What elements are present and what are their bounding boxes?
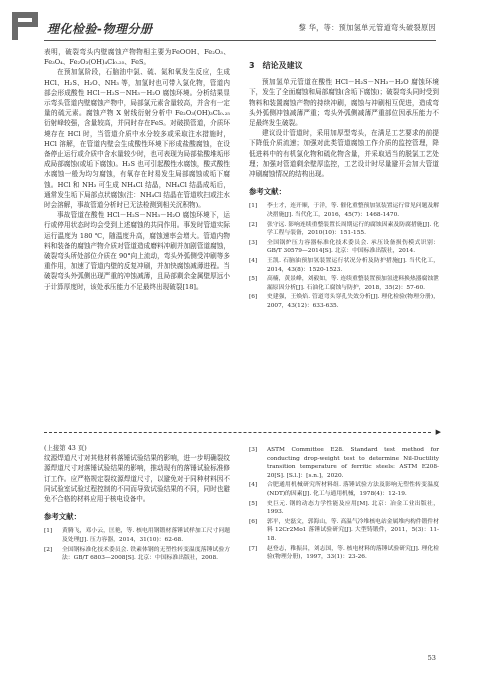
references-heading: 参考文献：	[44, 512, 81, 522]
reference-item: [4] 合肥通用机械研究所材料组. 落锤试验方法及影响无塑性转变温度(NDT)的因素[J]. 化工与通用机械，1978(4)：12-19.	[249, 482, 439, 497]
reference-item: [1] 黄腾飞，邓小云，匡艳，等. 核电用钢锻材落锤试样加工尺寸问题及处理[J]. 压力容器，2014，31(10)：62-68.	[44, 528, 230, 544]
continuation-label: (上接第 43 页)	[44, 444, 87, 452]
reference-item: [5] 高楠，黄景峰，刘毅如，等. 连续重整装置预加氢进料换热器腐蚀泄漏原因分析[J]. 石油化工腐蚀与防护，2018，35(2)：57-60.	[249, 276, 439, 291]
header-rule	[44, 40, 436, 41]
paragraph: 表明，破裂弯头内壁腐蚀产物物相主要为FeOOH、Fe₂O₃、Fe₃O₄、Fe₂O₃(OH)₄Cl₀.₂₅、FeS。	[44, 48, 230, 67]
reference-item: [3] 全国锅炉压力容器标准化技术委员会. 承压设备损伤模式识别：GB/T 30579—2014[S]. 北京：中国标准出版社，2014.	[249, 239, 439, 255]
reference-item: [1] 李士才，连开顺，于洋，等. 催化重整预加氢装置运行常见问题及解决措施[J]. 当代化工，2016，45(7)：1468-1470.	[249, 203, 439, 219]
paragraph: 预加氢单元管道在酸性 HCl－H₂S－NH₃－H₂O 腐蚀环境下，发生了全面腐蚀和局部腐蚀(含垢下腐蚀)；破裂弯头同时受到物料和装置腐蚀产物的持续冲刷，腐蚀与冲刷相互促进，造成弯头外弧侧冲蚀减薄严重；弯头外弧侧减薄严重部位因承压能力不足最终发生破裂。	[249, 78, 439, 128]
reference-item: [5] 史巨元. 钢的动态力学性能及应用[M]. 北京：冶金工业出版社，1993.	[249, 500, 439, 516]
section-title: 3 结论及建议	[249, 61, 303, 70]
left-column-bottom	[44, 443, 230, 564]
reference-list	[44, 527, 230, 562]
reference-item: [6] 史建强，王焕焰. 管道弯头穿孔失效分析[J]. 理化检验(物理分册)，2007，43(12)：633-635.	[249, 294, 439, 309]
arrow-right-icon: ▶	[435, 428, 441, 436]
paragraph: 建议设计管道时，采用加厚型弯头，在满足工艺要求的前提下降低介质流速；加强对此类管道腐蚀工作介质的监控管理，降低进料中的有机氯化物和硫化物含量，并采取适当的脱氯工艺处理；加强对管道剩余壁厚监控，工艺设计时尽量避开会加大管道冲刷腐蚀情况的结构出现。	[249, 129, 439, 179]
reference-item: [7] 赵登志，稚振昌，刘志国，等. 核电材料的落锤试验研究[J]. 理化检验(物理分册)，1997，33(1)：23-26.	[249, 545, 439, 561]
reference-list	[249, 446, 439, 562]
page-number: 53	[427, 654, 436, 662]
reference-item: [3] ASTM Committee E28. Standard test method for conducting drop-weight test to determine Nil-Ductility transition temperature of ferritic steels: ASTM E208-20[S]. [S.l.]：[s.n.]，2020.	[249, 447, 439, 479]
journal-name: 理化检验-物理分册	[47, 22, 153, 36]
reference-item: [4] 王凯. 石脑油预加氢装置运行状况分析及防护措施[J]. 当代化工，2014，43(8)：1520-1523.	[249, 258, 439, 273]
running-title: 黎 华，等：预加氢单元管道弯头破裂原因	[298, 23, 436, 32]
left-column-top	[44, 47, 230, 292]
right-column-bottom	[249, 446, 439, 563]
reference-item: [2] 全国钢标准化技术委员会. 铁素体钢的无塑性转变温度落锤试验方法：GB/T 6803—2008[S]. 北京：中国标准出版社，2008.	[44, 546, 230, 562]
reference-item: [6] 郭平，史磊文，郭海山，等. 高温气冷堆核电站金属堆内构件锻件材料 12Cr2Mo1 落锤试验研究[J]. 大型铸锻件，2011，5(3)：11-18.	[249, 518, 439, 542]
journal-logo	[8, 8, 42, 42]
paragraph: 纹源焊道尺寸对其他材料落锤试验结果的影响，进一步明确裂纹源焊道尺寸对落锤试验结果的影响，推动现有的落锤试验标准修订工作。应严格规定裂纹源焊道尺寸，以避免对于同种材料因不同试验室试验过程控制的不同而导致试验结果的不同，同时也避免不合格的材料应用于核电设备中。	[44, 454, 230, 504]
paragraph: 在预加氢阶段，石脑油中氯、硫、氮和氧发生反应，生成 HCl、H₂S、H₂O、NH₃ 等，加氢时也可带入氯化物，管道内部会形成酸性 HCl－H₂S－NH₃－H₂O 腐蚀环境。分析结果显示弯头管道内壁腐蚀产物中，局部氯元素含量较高，并含有一定量的硫元素。腐蚀产物 X 射线衍射分析中 Fe₂O₃(OH)₃Cl₀.₂₅ 衍射峰较强，含量较高，并同时存在FeS。对破损管道，介质环境存在 HCl 时，当管道介质中水分较多或采取注水措施时，HCl 溶解，在管道内壁会生成酸性环境下形成盐酸腐蚀，在设备停止运行或介质中含水量较少时，也可表现为局部盐酸堆垢形成局部腐蚀(或垢下腐蚀)。H₂S 也可引起酸性水腐蚀，酸式酸性水腐蚀一般为均匀腐蚀，有氧存在时易发生局部腐蚀或垢下腐蚀。HCl 和 NH₃ 可生成 NH₄Cl 结晶，NH₄Cl 结晶成垢后，通常发生垢下局部点状腐蚀(注：NH₄Cl 结晶在管道吹扫或注水时会溶解，事故管道分析时已无法检测到相关沉积物)。	[44, 68, 230, 210]
paragraph: 事故管道在酸性 HCl－H₂S－NH₃－H₂O 腐蚀环境下，运行或停用状态时均会受到上述腐蚀的共同作用。事发时管道实际运行温度为 180 ℃，随温度升高，腐蚀速率会增大。管道内物料和装备的腐蚀产物介质对管道造成磨料冲刷并加剧管道腐蚀，破裂弯头所处部位介质在 90°向上流动，弯头外弧侧受冲刷等多重作用，加速了管道内壁的反复冲刷，并加快腐蚀减薄进程。当破裂弯头外弧侧出现严重的冲蚀减薄，且局部剩余金属壁厚远小于计算厚度时，该处承压能力不足最终出现破裂[18]。	[44, 211, 230, 291]
right-column-top	[249, 47, 439, 312]
reference-item: [2] 张守远. 影响连续重整装置长周期运行的腐蚀因素及防腐措施[J]. 化学工程与装备，2010(10)：151-155.	[249, 221, 439, 237]
references-heading: 参考文献：	[249, 187, 286, 197]
reference-list	[249, 202, 439, 310]
dashed-rule	[44, 432, 431, 433]
